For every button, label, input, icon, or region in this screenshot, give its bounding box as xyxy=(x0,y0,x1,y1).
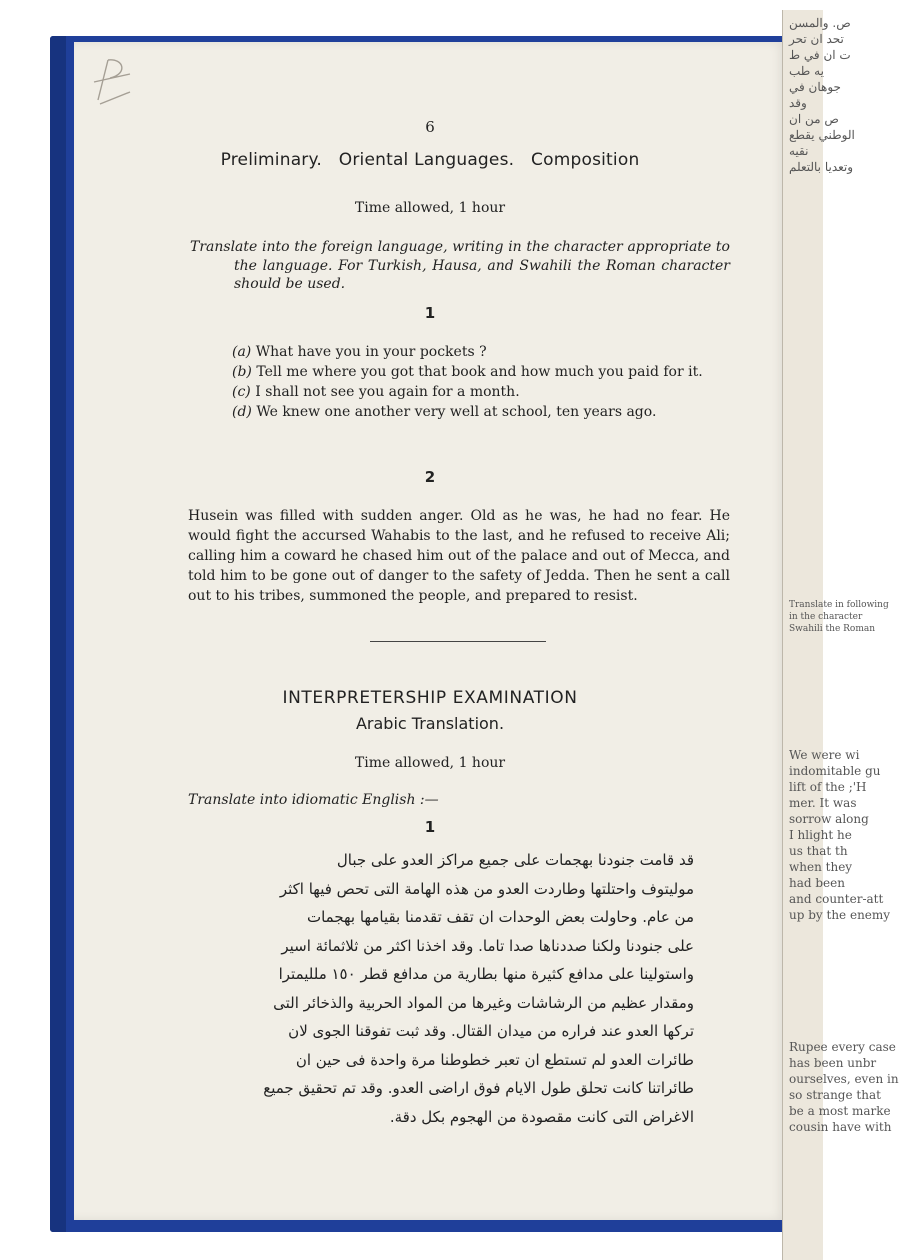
bleed-text: indomitable gu xyxy=(789,764,881,778)
exam-subheading: Arabic Translation. xyxy=(355,714,505,733)
bleed-text: ص من ان xyxy=(789,112,839,126)
arabic-line: من عام. وحاولت بعض الوحدات ان تقف تقدمنا بقيامها بهجمات xyxy=(306,908,694,926)
bleed-text: الوطني يقطع xyxy=(789,128,855,142)
bleed-text: Translate in following xyxy=(789,600,889,610)
arabic-line: الاغراض التى كانت مقصودة من الهجوم بكل دقة. xyxy=(389,1107,694,1126)
bleed-text: ourselves, even in xyxy=(789,1072,899,1086)
next-page-bleed xyxy=(782,10,899,1260)
arabic-line: واستولينا على مدافع كثيرة منها بطارية من مدافع قطر ١٥٠ ملليمترا xyxy=(278,965,694,983)
arabic-line: قد قامت جنودنا بهجمات على جميع مراكز العدو على جبال xyxy=(336,851,694,869)
bleed-text: sorrow along xyxy=(789,812,869,826)
bleed-text: نقيه xyxy=(789,144,809,158)
question-label: (d) xyxy=(232,404,252,420)
bleed-text: We were wi xyxy=(789,748,860,762)
bleed-text: ت ان في ط xyxy=(789,48,851,62)
section-number: 1 xyxy=(424,818,436,836)
bleed-text: so strange that xyxy=(789,1088,881,1102)
translation-passage: Husein was filled with sudden anger. Old as he was, he had no fear. He would fight the accursed Wahabis to the last, and he refused to receive Ali; calling him a coward he chased him out of the palace and out of Mecca, and told him to be gone out of danger to the safety of Jedda. Then he sent a call out to his tribes, summoned the people, and prepared to resist. xyxy=(188,508,730,604)
bleed-text: تحد ان تحر xyxy=(789,32,844,46)
bleed-text: cousin have with xyxy=(789,1120,892,1134)
arabic-line: طائراتنا كانت تحلق طول الايام فوق اراضى العدو. وقد تم تحقيق جميع xyxy=(263,1079,694,1097)
book-cover-spine-edge xyxy=(50,36,66,1232)
time-allowed: Time allowed, 1 hour xyxy=(354,755,506,771)
time-allowed: Time allowed, 1 hour xyxy=(354,200,506,216)
bleed-text: be a most marke xyxy=(789,1104,891,1118)
exam-heading: INTERPRETERSHIP EXAMINATION xyxy=(282,688,578,708)
bleed-text: when they xyxy=(789,860,853,874)
bleed-text: وتعديا بالتعلم xyxy=(789,160,854,174)
pencil-annotation xyxy=(90,52,140,112)
arabic-passage xyxy=(263,846,694,1131)
question-item xyxy=(232,364,703,380)
bleed-text: Rupee every case xyxy=(789,1040,896,1054)
bleed-text: in the character xyxy=(789,612,863,622)
bleed-text: had been xyxy=(789,876,845,890)
question-label: (a) xyxy=(232,344,252,360)
bleed-text: جوهان في xyxy=(789,80,841,94)
bleed-text: lift of the ;'H xyxy=(789,780,867,794)
arabic-line: موليتوف واحتلتها وطاردت العدو من هذه الهامة التى تحص فيها اكثر xyxy=(279,879,694,898)
question-label: (c) xyxy=(232,384,251,400)
bleed-text: يه طب xyxy=(789,64,824,78)
question-item xyxy=(232,404,656,420)
section-divider xyxy=(370,641,546,642)
bleed-text: mer. It was xyxy=(789,796,857,810)
bleed-text: ص. والمسن xyxy=(789,16,851,30)
page-title: Preliminary. Oriental Languages. Composition xyxy=(220,150,640,170)
page-number: 6 xyxy=(425,118,435,136)
section-number: 1 xyxy=(424,304,436,322)
arabic-line: على جنودنا ولكنا صددناها صدا تاما. وقد اخذنا اكثر من ثلاثمائة اسير xyxy=(281,936,694,955)
arabic-line: تركها العدو عند فراره من ميدان القتال. وقد ثبت تفوقنا الجوى لان xyxy=(288,1022,694,1040)
question-item xyxy=(232,384,520,400)
arabic-line: طائرات العدو لم تستطع ان تعبر خطوطنا مرة واحدة فى حين ان xyxy=(295,1050,694,1069)
bleed-text: وقد xyxy=(789,96,807,110)
bleed-text: up by the enemy xyxy=(789,908,891,922)
question-item xyxy=(232,344,487,360)
translate-instruction: Translate into idiomatic English :— xyxy=(188,792,439,808)
question-text: What have you in your pockets ? xyxy=(255,344,487,360)
question-text: I shall not see you again for a month. xyxy=(255,384,520,400)
bleed-text: and counter-att xyxy=(789,892,884,906)
instructions xyxy=(190,238,730,294)
bleed-text: has been unbr xyxy=(789,1056,877,1070)
question-text: We knew one another very well at school, ten years ago. xyxy=(256,404,657,420)
question-text: Tell me where you got that book and how much you paid for it. xyxy=(256,364,703,380)
instructions-text: Translate into the foreign language, writing in the character appropriate to the language. For Turkish, Hausa, and Swahili the Roman character should be used. xyxy=(190,239,730,292)
question-label: (b) xyxy=(232,364,252,380)
bleed-text: I hlight he xyxy=(789,828,852,842)
section-number: 2 xyxy=(424,468,436,486)
bleed-text: Swahili the Roman xyxy=(789,624,876,634)
arabic-line: ومقدار عظيم من الرشاشات وغيرها من المواد الحربية والذخائر التى xyxy=(273,993,694,1012)
bleed-text: us that th xyxy=(789,844,848,858)
